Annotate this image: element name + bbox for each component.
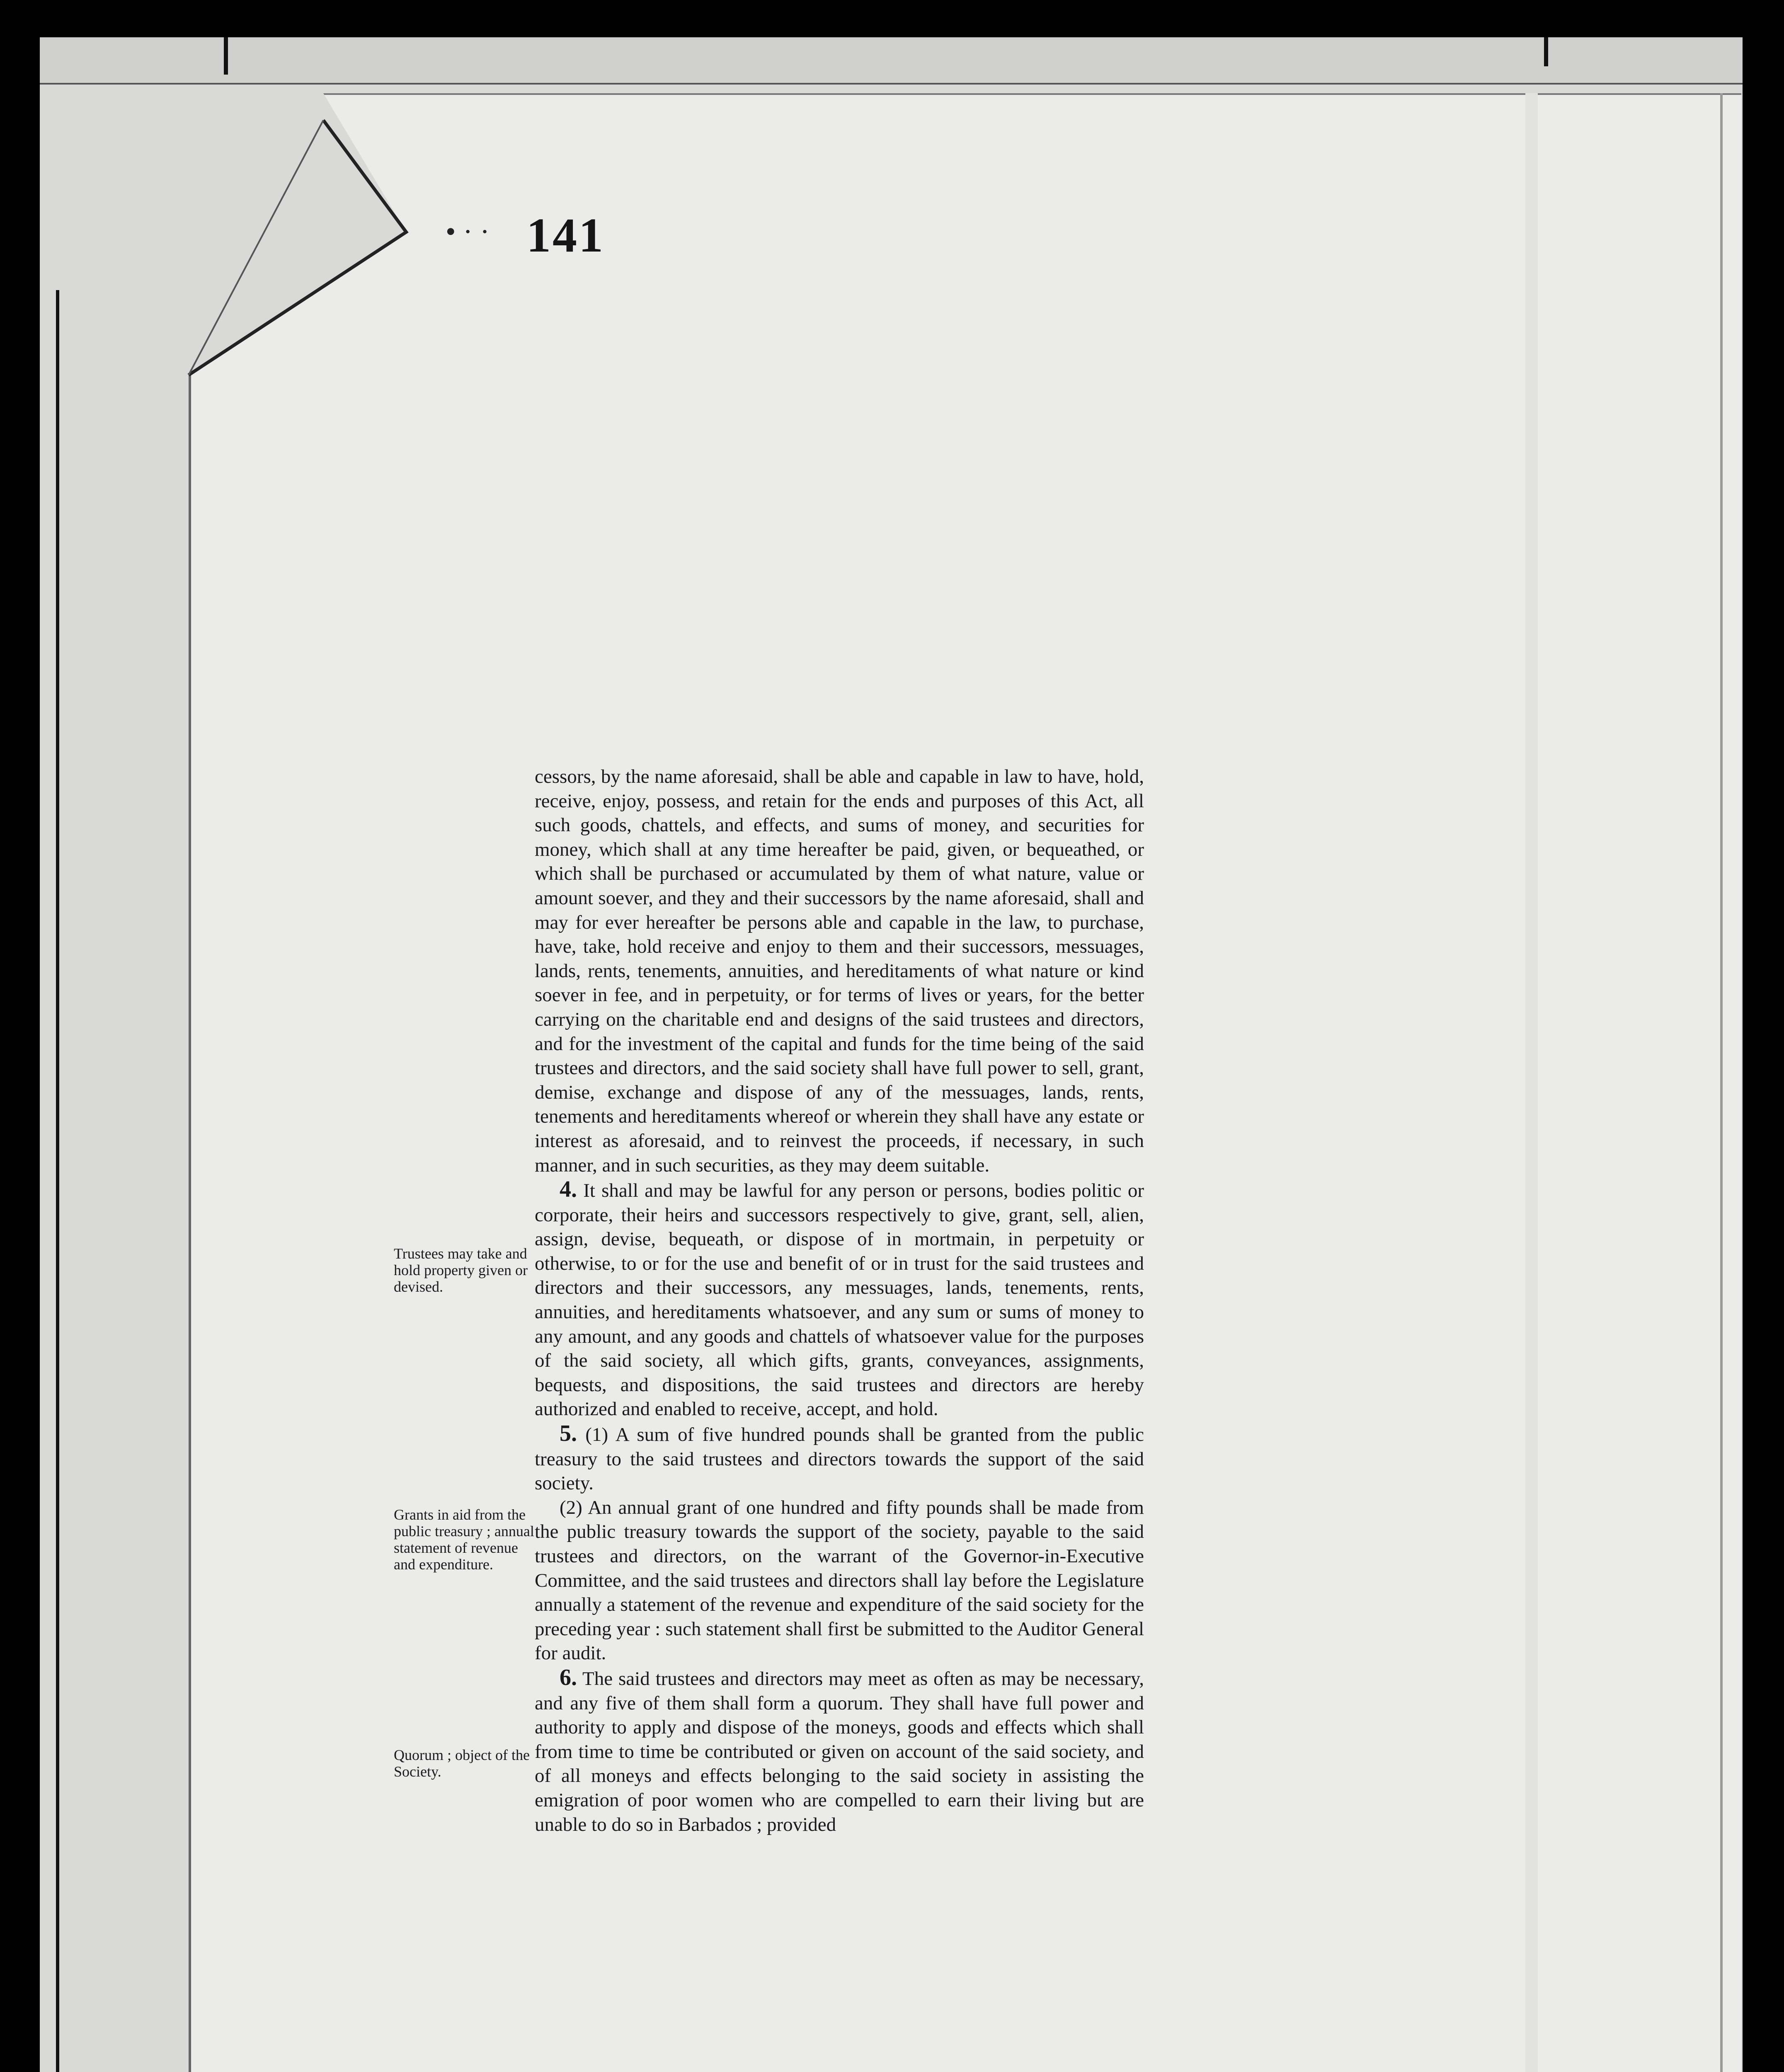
section-number: 4. [560, 1176, 577, 1203]
margin-note: Quorum ; object of the Society. [394, 1747, 530, 1780]
document-body [535, 765, 1144, 1837]
section-number: 5. [560, 1421, 577, 1447]
left-edge-line [56, 290, 59, 2072]
margin-note: Grants in aid from the public treasury ; annual statement of revenue and expenditure. [394, 1506, 534, 1573]
folded-corner [0, 0, 1784, 414]
section-6 [535, 1665, 1144, 1837]
section-5-2: (2) An annual grant of one hundred and fifty pounds shall be made from the public treasury towards the support of the society, payable to the said trustees and directors, on the warrant of the Governor-in-Executive Committee, and the said trustees and directors shall lay before the Legislature annually a statement of the revenue and expenditure of the said society for the preceding year : such statement shall first be submitted to the Auditor General for audit. [535, 1496, 1144, 1664]
section-number: 6. [560, 1664, 577, 1690]
section-text: (1) A sum of five hundred pounds shall be granted from the public treasury to the said trustees and directors towards the support of the said society. [535, 1424, 1144, 1494]
section-text: It shall and may be lawful for any person or persons, bodies politic or corporate, their heirs and successors respectively to give, grant, sell, alien, assign, devise, bequeath, or dispose of in mortmain, in perpetuity or otherwise, to or for the use and benefit of or in trust for the said trustees and directors and their successors, any messuages, lands, tenements, rents, annuities, and hereditaments whatsoever, and any sum or sums of money to any amount, and any goods and chattels of whatsoever value for the purposes of the said society, all which gifts, grants, conveyances, assignments, bequests, and dispositions, the said trustees and directors are hereby authorized and enabled to receive, accept, and hold. [535, 1180, 1144, 1420]
page-number: 141 [526, 208, 605, 262]
section-4 [535, 1177, 1144, 1421]
section-5 [535, 1421, 1144, 1496]
paragraph: cessors, by the name aforesaid, shall be able and capable in law to have, hold, receive, enjoy, possess, and retain for the ends and purposes of this Act, all such goods, chattels, and effects, and sums of money, and securities for money, which shall at any time hereafter be paid, given, or bequeathed, or which shall be purchased or accumulated by them of what nature, value or amount soever, and they and their successors by the name aforesaid, shall and may for ever hereafter be persons able and capable in the law, to purchase, have, take, hold receive and enjoy to them and their successors, messuages, lands, rents, tenements, annuities, and hereditaments of what nature or kind soever in fee, and in perpetuity, or for terms of lives or years, for the better carrying on the charitable end and designs of the said trustees and directors, and for the investment of the capital and funds for the time being of the said trustees and directors, and the said society shall have full power to sell, grant, demise, exchange and dispose of any of the messuages, lands, rents, tenements and hereditaments whereof or wherein they shall have any estate or interest as aforesaid, and to reinvest the proceeds, if necessary, in such manner, and in such securities, as they may deem suitable. [535, 766, 1144, 1176]
section-text: The said trustees and directors may meet as often as may be necessary, and any five of them shall form a quorum. They shall have full power and authority to apply and dispose of the moneys, goods and effects which shall from time to time be contributed or given on account of the said society, and of all moneys and effects belonging to the said society in assisting the emigration of poor women who are compelled to earn their living but are unable to do so in Barbados ; provided [535, 1668, 1144, 1835]
margin-note: Trustees may take and hold property given or devised. [394, 1245, 528, 1295]
page-mark-dots: • · · [446, 216, 490, 248]
